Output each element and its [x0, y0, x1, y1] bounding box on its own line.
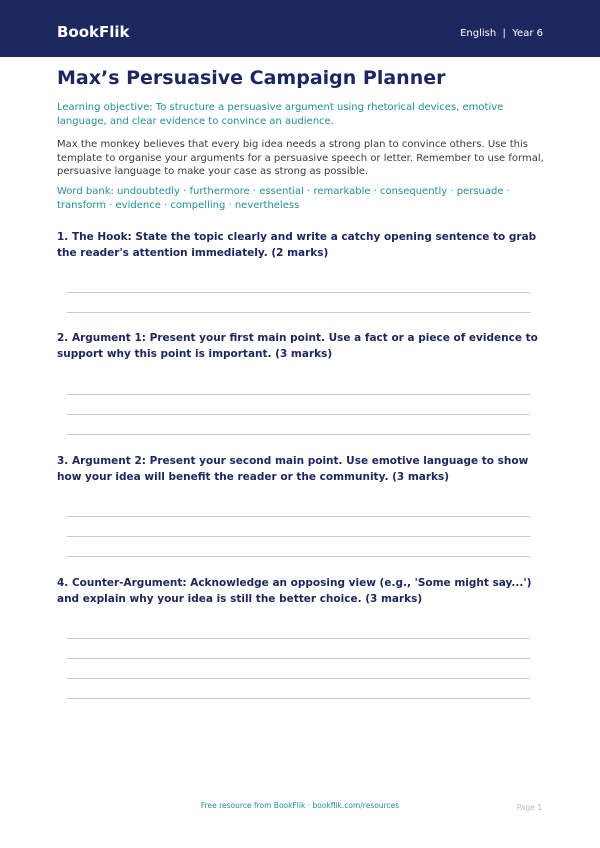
question-4-prompt: 4. Counter-Argument: Acknowledge an opposing view (e.g., 'Some might say...') and explain why your idea is still the better choice. (3 marks)	[57, 577, 532, 605]
footer-credit: Free resource from BookFlik · bookflik.com/resources	[200, 801, 400, 810]
answer-line[interactable]	[67, 414, 530, 415]
page-title: Max’s Persuasive Campaign Planner	[57, 67, 446, 89]
question-3-prompt: 3. Argument 2: Present your second main point. Use emotive language to show how your idea will benefit the reader or the community. (3 marks)	[57, 455, 529, 483]
answer-line[interactable]	[67, 536, 530, 537]
page-header	[0, 0, 600, 57]
question-1	[57, 230, 547, 261]
word-bank: Word bank: undoubtedly · furthermore · essential · remarkable · consequently · persuade · transform · evidence · compelling · nevertheless	[57, 186, 510, 211]
question-3	[57, 454, 547, 485]
intro-paragraph: Max the monkey believes that every big idea needs a strong plan to convince others. Use this template to organise your arguments for a persuasive speech or letter. Remember to use formal, persuasive language to make your case as strong as possible.	[57, 139, 544, 177]
learning-objective: Learning objective: To structure a persuasive argument using rhetorical devices, emotive language, and clear evidence to convince an audience.	[57, 102, 504, 127]
answer-line[interactable]	[67, 292, 530, 293]
answer-line[interactable]	[67, 556, 530, 557]
question-4	[57, 576, 547, 607]
question-2-prompt: 2. Argument 1: Present your first main point. Use a fact or a piece of evidence to support why this point is important. (3 marks)	[57, 332, 538, 360]
brand-logo: BookFlik	[57, 23, 130, 41]
answer-line[interactable]	[67, 394, 530, 395]
answer-line[interactable]	[67, 698, 530, 699]
answer-line[interactable]	[67, 678, 530, 679]
answer-line[interactable]	[67, 638, 530, 639]
question-2	[57, 331, 547, 362]
meta-separator: |	[502, 28, 506, 39]
page-number: Page 1	[516, 803, 542, 812]
answer-line[interactable]	[67, 312, 530, 313]
answer-line[interactable]	[67, 658, 530, 659]
subject-label: English	[460, 28, 497, 39]
answer-line[interactable]	[67, 516, 530, 517]
year-label: Year 6	[512, 28, 543, 39]
question-1-prompt: 1. The Hook: State the topic clearly and write a catchy opening sentence to grab the reader's attention immediately. (2 marks)	[57, 231, 537, 259]
subject-year-label	[460, 27, 543, 40]
answer-line[interactable]	[67, 434, 530, 435]
